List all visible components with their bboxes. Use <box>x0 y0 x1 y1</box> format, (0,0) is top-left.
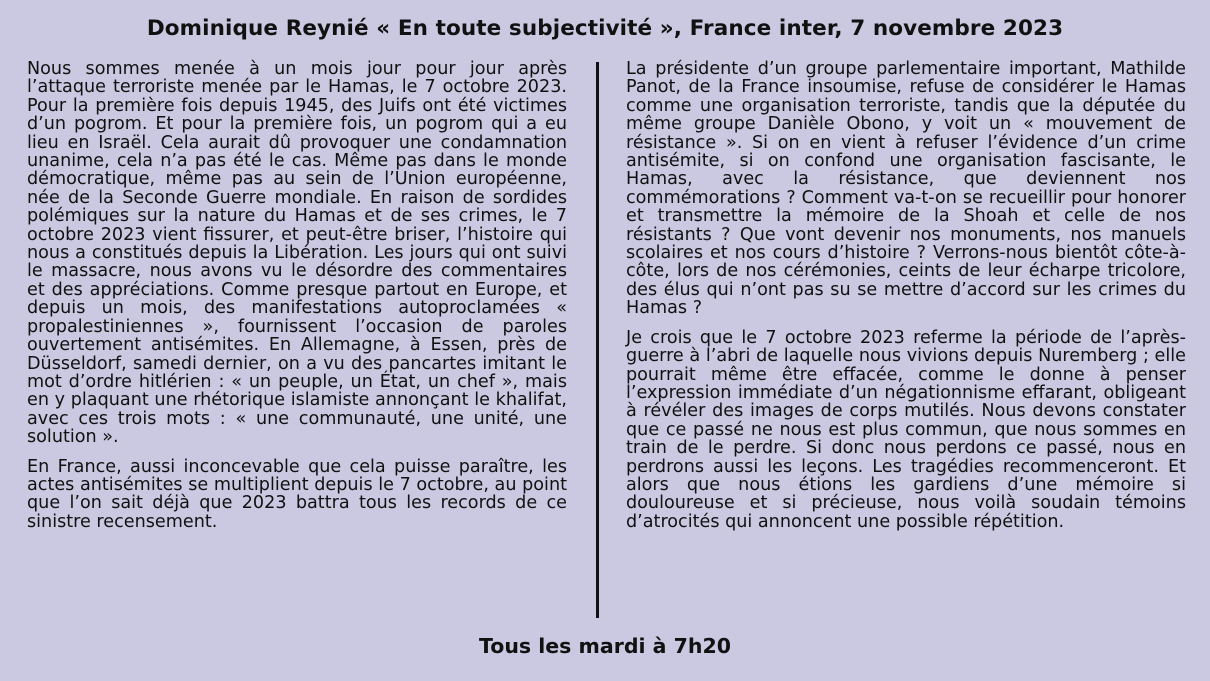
left-paragraph-1: Nous sommes menée à un mois jour pour jour après l’attaque terroriste menée par le Hamas, le 7 octobre 2023. Pour la première fois depuis 1945, des Juifs ont été victimes d’un pogrom. Et pour la première fois, un pogrom qui a eu lieu en Israël. Cela aurait dû provoquer une condamnation unanime, cela n’a pas été le cas. Même pas dans le monde démocratique, même pas au sein de l’Union européenne, née de la Seconde Guerre mondiale. En raison de sordides polémiques sur la nature du Hamas et de ses crimes, le 7 octobre 2023 vient fissurer, et peut-être briser, l’histoire qui nous a constitués depuis la Libération. Les jours qui ont suivi le massacre, nous avons vu le désordre des commentaires et des appréciations. Comme presque partout en Europe, et depuis un mois, des manifestations autoproclamées « propalestiniennes », fournissent l’occasion de paroles ouvertement antisémites. En Allemagne, à Essen, près de Düsseldorf, samedi dernier, on a vu des pancartes imitant le mot d’ordre hitlérien : « un peuple, un État, un chef », mais en y plaquant une rhétorique islamiste annonçant le khalifat, avec ces trois mots : « une communauté, une unité, une solution ». <box>27 59 567 448</box>
right-column <box>626 60 1186 542</box>
document-title: Dominique Reynié « En toute subjectivité », France inter, 7 novembre 2023 <box>146 16 1064 41</box>
right-paragraph-1: La présidente d’un groupe parlementaire important, Mathilde Panot, de la France insoumise, refuse de considérer le Hamas comme une organisation terroriste, tandis que la députée du même groupe Danièle Obono, y voit un « mouvement de résistance ». Si on en vient à refuser l’évidence d’un crime antisémite, si on confond une organisation fascisante, le Hamas, avec la résistance, que deviennent nos commémorations ? Comment va-t-on se recueillir pour honorer et transmettre la mémoire de la Shoah et celle de nos résistants ? Que vont devenir nos monuments, nos manuels scolaires et nos cours d’histoire ? Verrons-nous bientôt côte-à-côte, lors de nos cérémonies, ceints de leur écharpe tricolore, des élus qui n’ont pas su se mettre d’accord sur les crimes du Hamas ? <box>626 59 1186 319</box>
column-divider <box>596 62 599 618</box>
right-paragraph-2: Je crois que le 7 octobre 2023 referme la période de l’après-guerre à l’abri de laquelle nous vivions depuis Nuremberg ; elle pourrait même être effacée, comme le donne à penser l’expression immédiate d’un négationnisme effarant, obligeant à révéler des images de corps mutilés. Nous devons constater que ce passé ne nous est plus commun, que nous sommes en train de le perdre. Si donc nous perdons ce passé, nous en perdrons aussi les leçons. Les tragédies recommenceront. Et alors que nous étions les gardiens d’une mémoire si douloureuse et si précieuse, nous voilà soudain témoins d’atrocités qui annoncent une possible répétition. <box>626 327 1186 532</box>
left-paragraph-2: En France, aussi inconcevable que cela puisse paraître, les actes antisémites se multiplient depuis le 7 octobre, au point que l’on sait déjà que 2023 battra tous les records de ce sinistre recensement. <box>27 456 567 532</box>
left-column <box>27 60 567 542</box>
broadcast-schedule-footer: Tous les mardi à 7h20 <box>478 634 732 658</box>
